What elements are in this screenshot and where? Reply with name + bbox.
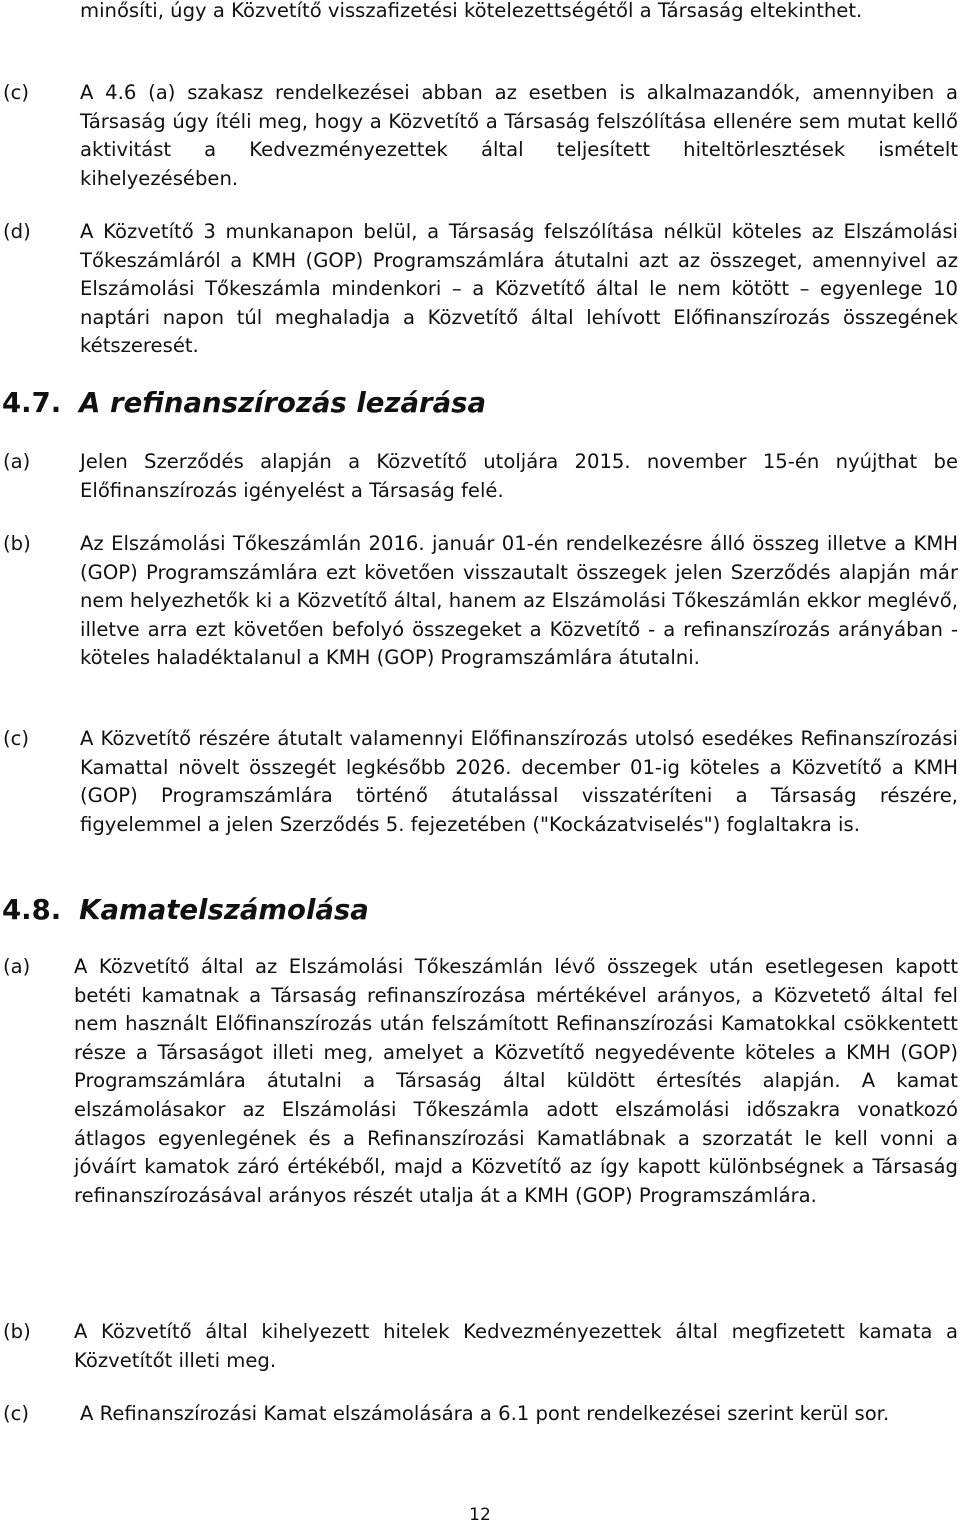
paragraph-text: A Közvetítő 3 munkanapon belül, a Társaság felszólítása nélkül köteles az Elszámolási Tőkeszámláról a KMH (GOP) Programszámlára átutalni azt az összeget, amennyivel az Elszámolási Tőkeszámla mindenkori – a Közvetítő által le nem kötött – egyenlege 10 naptári napon túl meghaladja a Közvetítő által lehívott Előfinanszírozás összegének kétszeresét. xyxy=(80,220,958,358)
paragraph-text: minősíti, úgy a Közvetítő visszafizetési kötelezettségétől a Társaság eltekinthet. xyxy=(80,0,863,22)
paragraph-label: (c) xyxy=(3,727,30,750)
paragraph-text: A Közvetítő részére átutalt valamennyi Előfinanszírozás utolsó esedékes Refinanszírozási Kamattal növelt összegét legkésőbb 2026. december 01-ig köteles a Közvetítő a KMH (GOP) Programszámlára történő átutalással visszatéríteni a Társaság részére, figyelemmel a jelen Szerződés 5. fejezetében ("Kockázatviselés") foglaltakra is. xyxy=(80,727,958,836)
section-title: Kamatelszámolása xyxy=(79,894,369,926)
section-number: 4.8. xyxy=(2,894,62,926)
section-heading-4-8 xyxy=(2,893,369,927)
paragraph-text: A Közvetítő által kihelyezett hitelek Kedvezményezettek által megfizetett kamata a Közvetítőt illeti meg. xyxy=(74,1320,958,1372)
paragraph-text: A Közvetítő által az Elszámolási Tőkeszámlán lévő összegek után esetlegesen kapott betéti kamatnak a Társaság refinanszírozása mértékével arányos, a Közvetető által fel nem használt Előfinanszírozás után felszámított Refinanszírozási Kamatokkal csökkentett része a Társaságot illeti meg, amelyet a Közvetítő negyedévente köteles a KMH (GOP) Programszámlára átutalni a Társaság által küldött értesítés alapján. A kamat elszámolásakor az Elszámolási Tőkeszámla adott elszámolási időszakra vonatkozó átlagos egyenlegének és a Refinanszírozási Kamatlábnak a szorzatát le kell vonni a jóváírt kamatok záró értékéből, majd a Közvetítő az így kapott különbségnek a Társaság refinanszírozásával arányos részét utalja át a KMH (GOP) Programszámlára. xyxy=(74,955,958,1207)
paragraph-label: (b) xyxy=(3,532,31,555)
paragraph-text: A 4.6 (a) szakasz rendelkezései abban az esetben is alkalmazandók, amennyiben a Társaság úgy ítéli meg, hogy a Közvetítő a Társaság felszólítása ellenére sem mutat kellő aktivitást a Kedvezményezettek által teljesített hiteltörlesztések ismételt kihelyezésében. xyxy=(80,81,958,190)
paragraph-label: (a) xyxy=(3,450,31,473)
paragraph-text: Jelen Szerződés alapján a Közvetítő utoljára 2015. november 15-én nyújthat be Előfinanszírozás igényelést a Társaság felé. xyxy=(80,450,958,502)
paragraph-label: (a) xyxy=(3,955,31,978)
page-number: 12 xyxy=(469,1505,491,1525)
section-number: 4.7. xyxy=(2,387,62,419)
paragraph-text: A Refinanszírozási Kamat elszámolására a 6.1 pont rendelkezései szerint kerül sor. xyxy=(80,1402,890,1425)
paragraph-label: (b) xyxy=(3,1320,31,1343)
paragraph-label: (c) xyxy=(3,1402,30,1425)
section-heading-4-7 xyxy=(2,386,486,420)
paragraph-label: (d) xyxy=(3,220,31,243)
section-title: A refinanszírozás lezárása xyxy=(79,387,487,419)
paragraph-text: Az Elszámolási Tőkeszámlán 2016. január 01-én rendelkezésre álló összeg illetve a KMH (GOP) Programszámlára ezt követően visszautalt összegek jelen Szerződés alapján már nem helyezhetők ki a Közvetítő által, hanem az Elszámolási Tőkeszámlán ekkor meglévő, illetve arra ezt követően befolyó összegeket a Közvetítő - a refinanszírozás arányában - köteles haladéktalanul a KMH (GOP) Programszámlára átutalni. xyxy=(80,532,958,670)
paragraph-label: (c) xyxy=(3,81,30,104)
